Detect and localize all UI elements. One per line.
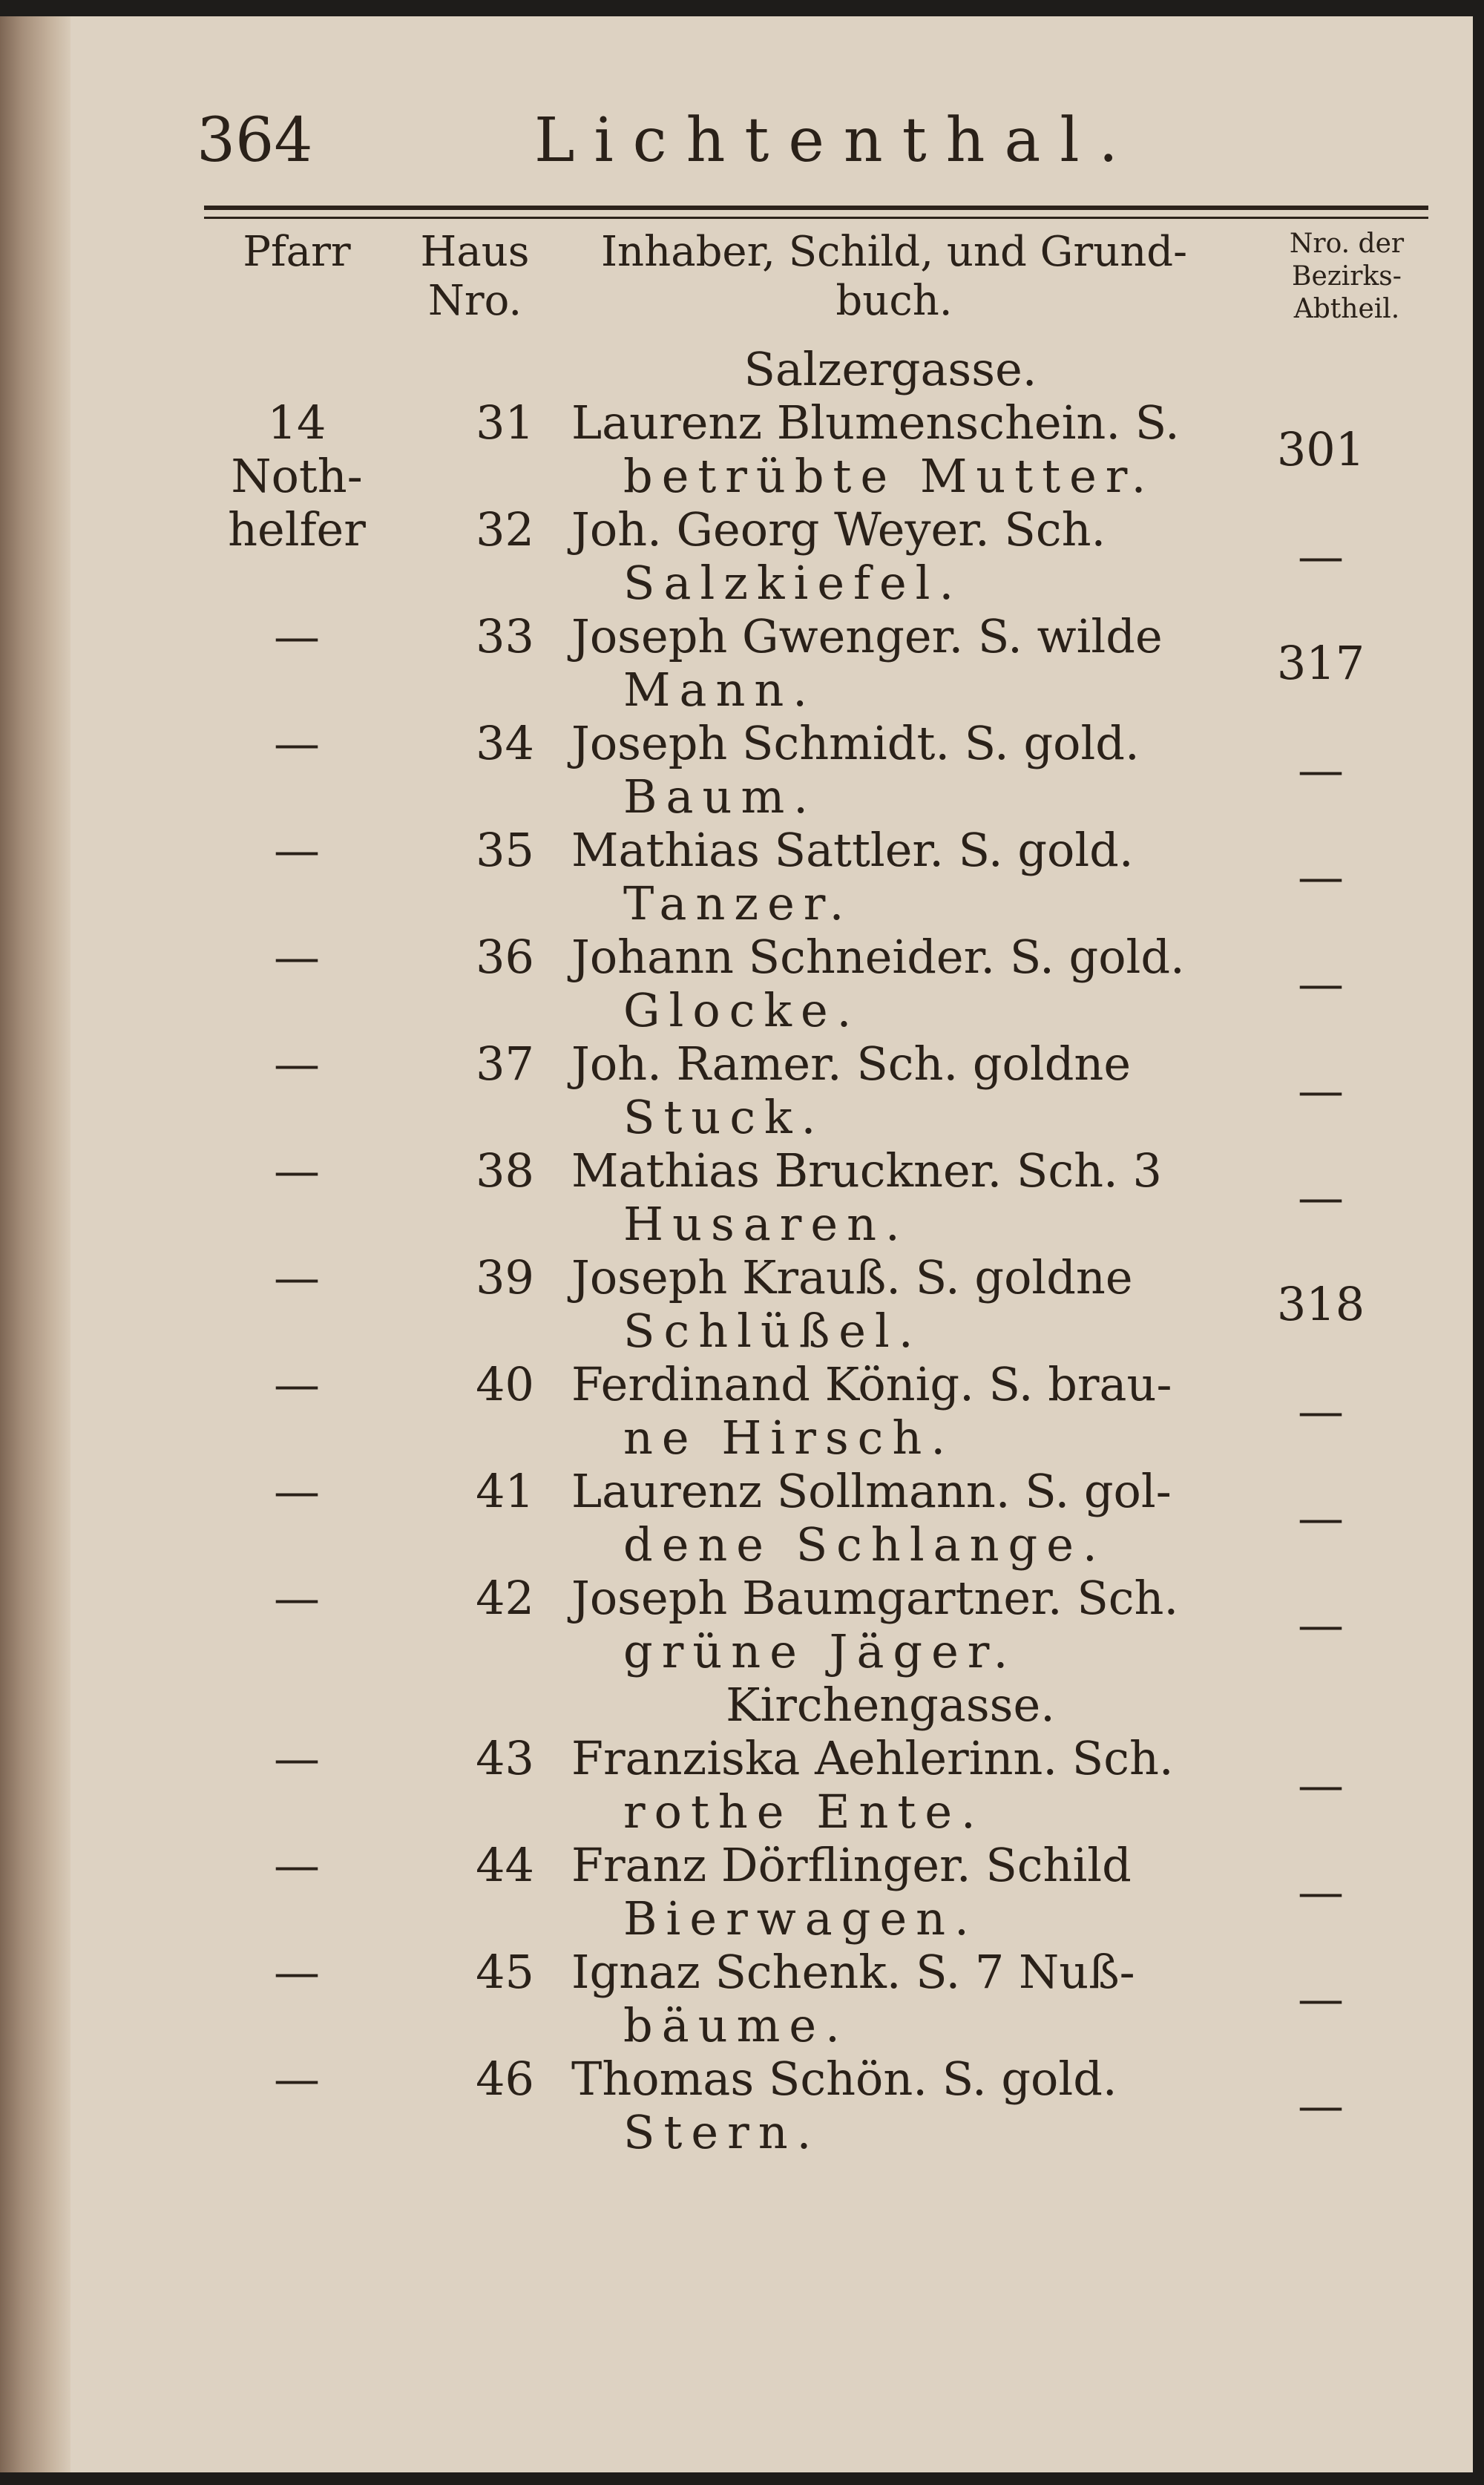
street-heading: Kirchengasse. bbox=[726, 1678, 1055, 1732]
parish-label: helfer bbox=[228, 502, 366, 557]
house-number: 34 bbox=[476, 716, 534, 770]
district-number: — bbox=[1298, 1598, 1344, 1652]
parish-cell: — bbox=[274, 823, 320, 877]
parish-cell: — bbox=[274, 1143, 320, 1198]
parish-cell: — bbox=[274, 1250, 320, 1304]
entry-sign: Glocke. bbox=[623, 983, 861, 1037]
entry-owner: Joh. Ramer. Sch. goldne bbox=[571, 1037, 1132, 1091]
parish-cell: — bbox=[274, 1357, 320, 1411]
house-number: 41 bbox=[476, 1464, 534, 1518]
house-number: 38 bbox=[476, 1143, 534, 1198]
district-number: — bbox=[1298, 850, 1344, 904]
column-header-district-line3: Abtheil. bbox=[1293, 294, 1400, 324]
entry-owner: Joseph Baumgartner. Sch. bbox=[571, 1571, 1179, 1625]
district-number: — bbox=[1298, 1063, 1344, 1117]
district-number: 301 bbox=[1276, 422, 1365, 476]
house-number: 32 bbox=[476, 502, 534, 557]
entry-sign: ne Hirsch. bbox=[623, 1411, 955, 1465]
parish-cell: — bbox=[274, 1731, 320, 1785]
parish-cell: — bbox=[274, 716, 320, 770]
entry-owner: Johann Schneider. S. gold. bbox=[571, 930, 1185, 984]
column-header-house bbox=[401, 228, 549, 326]
entry-owner: Laurenz Blumenschein. S. bbox=[571, 395, 1180, 450]
parish-cell: — bbox=[274, 1464, 320, 1518]
district-number: — bbox=[1298, 956, 1344, 1011]
district-number: 317 bbox=[1276, 636, 1365, 690]
parish-cell: — bbox=[274, 1945, 320, 1999]
parish-cell: — bbox=[274, 2052, 320, 2106]
entry-sign: Salzkiefel. bbox=[623, 556, 963, 610]
entry-owner: Joseph Schmidt. S. gold. bbox=[571, 716, 1140, 770]
entry-sign: rothe Ente. bbox=[623, 1785, 985, 1839]
house-number: 37 bbox=[476, 1037, 534, 1091]
parish-label: Noth- bbox=[231, 449, 363, 503]
district-number: — bbox=[1298, 1170, 1344, 1224]
column-header-owner-line2: buch. bbox=[835, 277, 953, 325]
house-number: 43 bbox=[476, 1731, 534, 1785]
header-rule-thin bbox=[204, 217, 1428, 219]
house-number: 33 bbox=[476, 609, 534, 663]
house-number: 45 bbox=[476, 1945, 534, 1999]
district-number: 318 bbox=[1276, 1277, 1365, 1331]
entry-owner: Joh. Georg Weyer. Sch. bbox=[571, 502, 1106, 557]
entry-owner: Mathias Sattler. S. gold. bbox=[571, 823, 1134, 877]
house-number: 35 bbox=[476, 823, 534, 877]
entry-owner: Laurenz Sollmann. S. gol- bbox=[571, 1464, 1172, 1518]
district-number: — bbox=[1298, 2078, 1344, 2133]
entry-sign: dene Schlange. bbox=[623, 1517, 1106, 1572]
book-page bbox=[0, 16, 1473, 2472]
column-header-district-line2: Bezirks- bbox=[1292, 261, 1402, 292]
entry-sign: Mann. bbox=[623, 663, 817, 717]
entry-sign: Stern. bbox=[623, 2105, 821, 2159]
entry-owner: Ferdinand König. S. brau- bbox=[571, 1357, 1172, 1411]
entry-sign: Stuck. bbox=[623, 1090, 825, 1144]
entry-owner: Mathias Bruckner. Sch. 3 bbox=[571, 1143, 1162, 1198]
house-number: 40 bbox=[476, 1357, 534, 1411]
house-number: 31 bbox=[476, 395, 534, 450]
column-header-house-line2: Nro. bbox=[427, 277, 522, 325]
column-header-district bbox=[1254, 228, 1439, 326]
district-number: — bbox=[1298, 1384, 1344, 1438]
entry-owner: Ignaz Schenk. S. 7 Nuß- bbox=[571, 1945, 1135, 1999]
entry-owner: Joseph Krauß. S. goldne bbox=[571, 1250, 1133, 1304]
entry-sign: Bierwagen. bbox=[623, 1891, 978, 1946]
parish-label: 14 bbox=[267, 395, 326, 450]
entry-owner: Thomas Schön. S. gold. bbox=[571, 2052, 1117, 2106]
column-header-house-line1: Haus bbox=[420, 228, 530, 276]
entry-sign: grüne Jäger. bbox=[623, 1624, 1017, 1678]
entry-sign: betrübte Mutter. bbox=[623, 449, 1155, 503]
column-header-owner-line1: Inhaber, Schild, und Grund- bbox=[600, 228, 1188, 276]
house-number: 46 bbox=[476, 2052, 534, 2106]
entry-sign: bäume. bbox=[623, 1998, 849, 2052]
running-title: Lichtenthal. bbox=[534, 105, 1137, 176]
entry-owner: Joseph Gwenger. S. wilde bbox=[571, 609, 1163, 663]
entry-sign: Schlüßel. bbox=[623, 1304, 922, 1358]
entry-sign: Tanzer. bbox=[623, 876, 853, 930]
parish-cell: — bbox=[274, 1838, 320, 1892]
entry-owner: Franz Dörflinger. Schild bbox=[571, 1838, 1132, 1892]
street-heading: Salzergasse. bbox=[743, 342, 1037, 396]
page-header bbox=[0, 98, 1473, 176]
column-header-parish-label: Pfarr bbox=[243, 228, 351, 276]
parish-cell: — bbox=[274, 1037, 320, 1091]
house-number: 44 bbox=[476, 1838, 534, 1892]
header-rule bbox=[204, 206, 1428, 210]
district-number: — bbox=[1298, 1758, 1344, 1812]
district-number: — bbox=[1298, 529, 1344, 583]
column-header-district-line1: Nro. der bbox=[1289, 229, 1405, 259]
parish-cell: — bbox=[274, 1571, 320, 1625]
entry-sign: Husaren. bbox=[623, 1197, 909, 1251]
column-header-parish bbox=[223, 228, 371, 277]
column-header-owner bbox=[571, 228, 1217, 326]
parish-cell: — bbox=[274, 930, 320, 984]
district-number: — bbox=[1298, 1972, 1344, 2026]
house-number: 42 bbox=[476, 1571, 534, 1625]
house-number: 39 bbox=[476, 1250, 534, 1304]
house-number: 36 bbox=[476, 930, 534, 984]
parish-cell: — bbox=[274, 609, 320, 663]
entry-sign: Baum. bbox=[623, 769, 817, 824]
page-edge bbox=[0, 16, 70, 2472]
entry-owner: Franziska Aehlerinn. Sch. bbox=[571, 1731, 1174, 1785]
district-number: — bbox=[1298, 1491, 1344, 1545]
district-number: — bbox=[1298, 1865, 1344, 1919]
district-number: — bbox=[1298, 743, 1344, 797]
page-number: 364 bbox=[197, 105, 313, 176]
